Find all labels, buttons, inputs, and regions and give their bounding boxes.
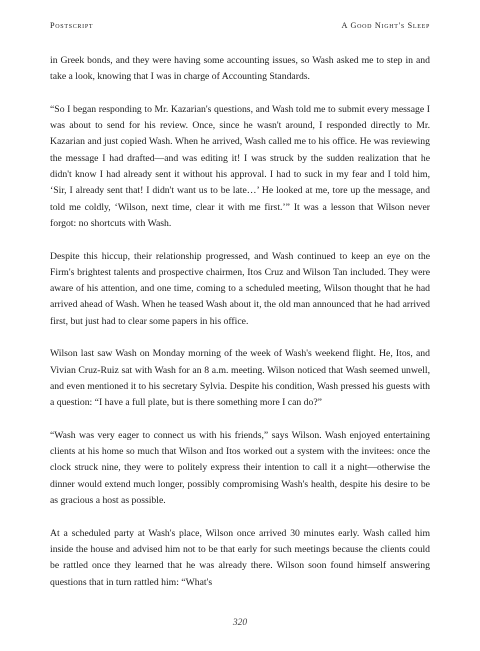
paragraph: Wilson last saw Wash on Monday morning of the week of Wash's weekend flight. He, Itos, and Vivian Cruz-Ruiz sat with Wash for an 8 a.m. meeting. Wilson noticed that Wash seemed unwell, and even mentioned it to his secretary Sylvia. Despite his condition, Wash pressed his guests with a question: “I have a full plate, but is there something more I can do?” <box>50 348 430 409</box>
running-header <box>50 21 430 31</box>
header-book-title: A Good Night's Sleep <box>341 21 430 30</box>
paragraph: Despite this hiccup, their relationship progressed, and Wash continued to keep an eye on the Firm's brightest talents and prospective chairmen, Itos Cruz and Wilson Tan included. They were aware of his attention, and one time, coming to a scheduled meeting, Wilson thought that he had arrived ahead of Wash. When he teased Wash about it, the old man announced that he had arrived first, but just had to clear some papers in his office. <box>50 250 430 327</box>
paragraph: “Wash was very eager to connect us with his friends,” says Wilson. Wash enjoyed entertaining clients at his home so much that Wilson and Itos worked out a system with the invitees: once the clock struck nine, they were to politely express their intention to call it a night—otherwise the dinner would extend much longer, possibly compromising Wash's health, despite his desire to be as gracious a host as possible. <box>50 429 430 507</box>
body-text <box>50 53 430 607</box>
paragraph: At a scheduled party at Wash's place, Wilson once arrived 30 minutes early. Wash called him inside the house and advised him not to be that early for such meetings because the clients could be rattled once they learned that he was already there. Wilson soon found himself answering questions that in turn rattled him: “What's <box>50 527 430 588</box>
paragraph: “So I began responding to Mr. Kazarian's questions, and Wash told me to submit every message I was about to send for his review. Once, since he wasn't around, I responded directly to Mr. Kazarian and just copied Wash. When he arrived, Wash called me to his office. He was reviewing the message I had drafted—and was editing it! I was struck by the sudden realization that he didn't know I had already sent it without his approval. I had to suck in my fear and I told him, ‘Sir, I already sent that! I didn't want us to be late…’ He looked at me, tore up the message, and told me coldly, ‘Wilson, next time, clear it with me first.’” It was a lesson that Wilson never forgot: no shortcuts with Wash. <box>50 103 430 229</box>
header-section-title: Postscript <box>50 21 94 30</box>
page-number: 320 <box>232 618 248 628</box>
paragraph: in Greek bonds, and they were having some accounting issues, so Wash asked me to step in and take a look, knowing that I was in charge of Accounting Standards. <box>50 55 430 83</box>
